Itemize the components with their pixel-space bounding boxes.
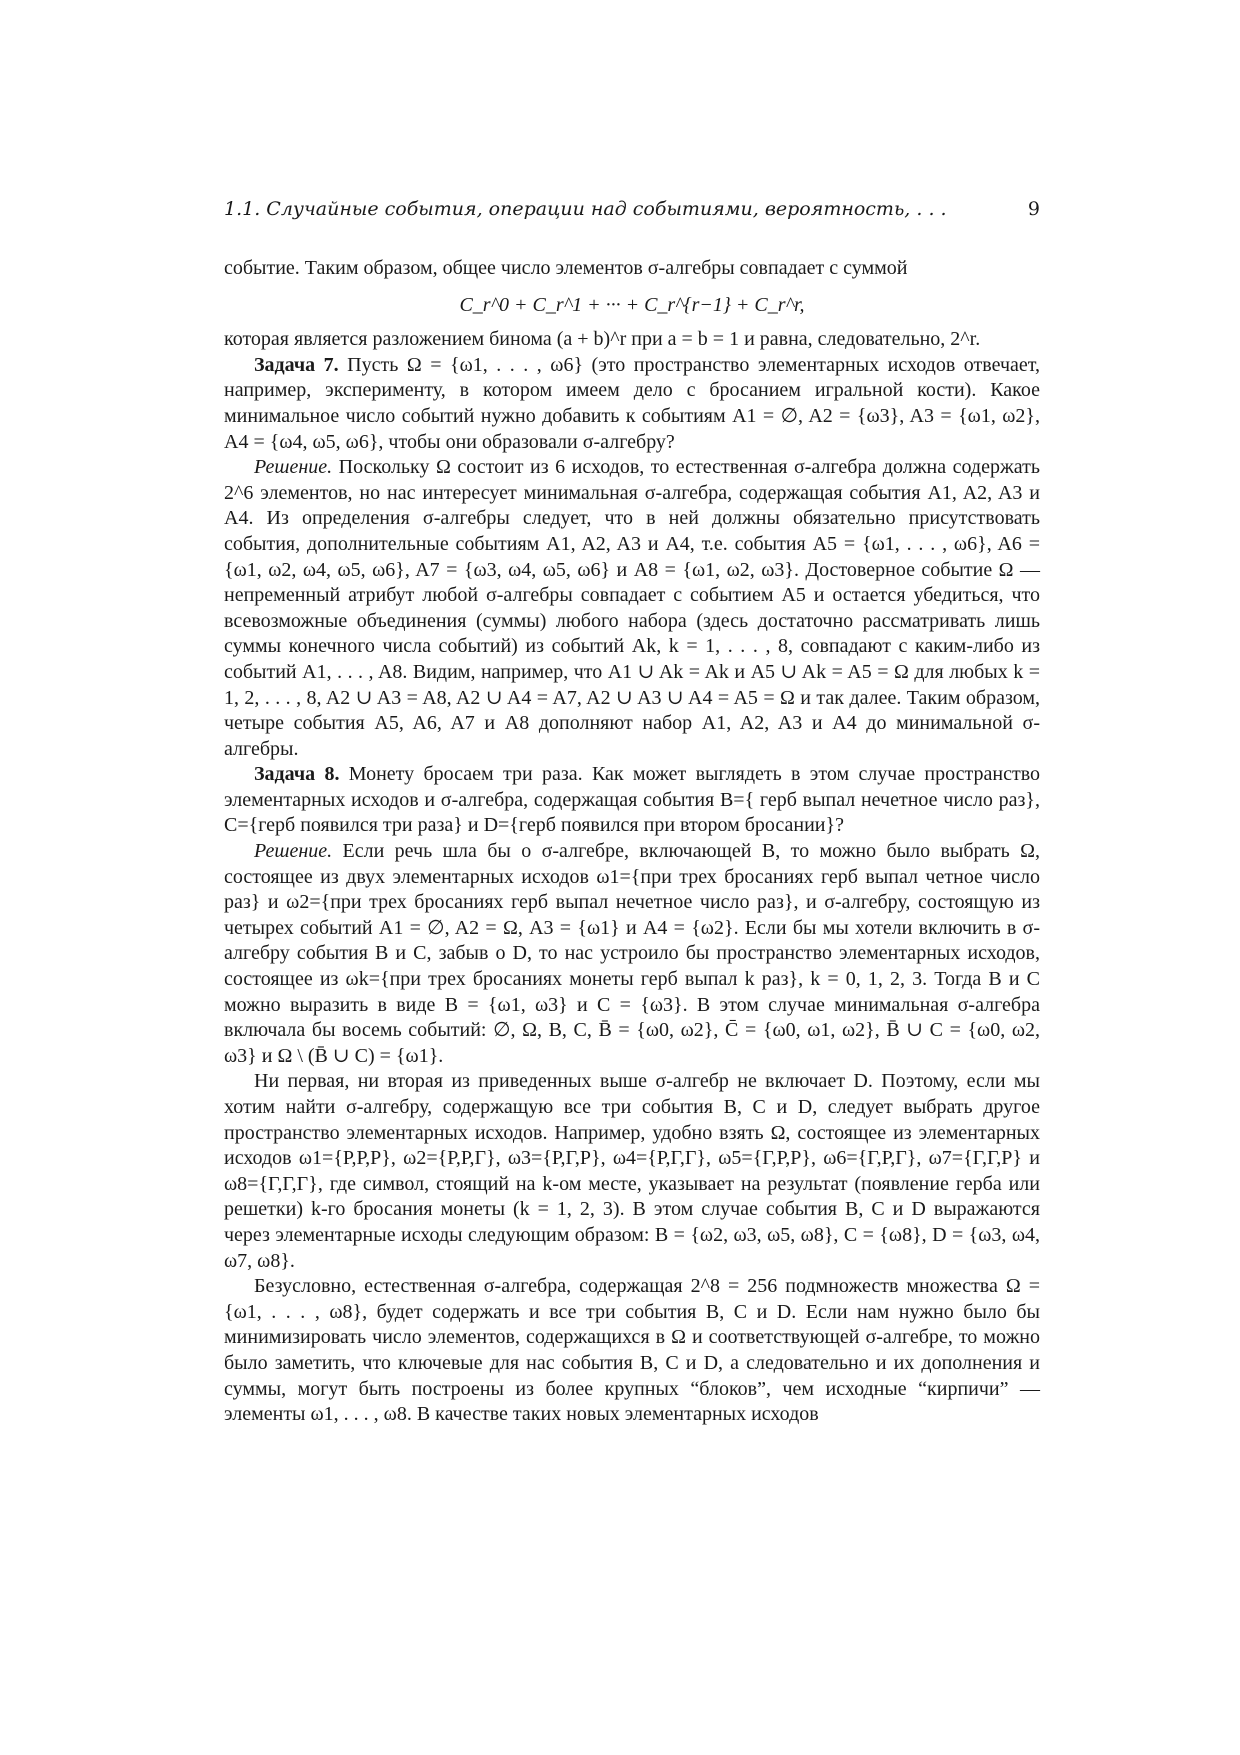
task-8	[224, 762, 1040, 839]
binomial-sum-formula: C_r^0 + C_r^1 + ··· + C_r^{r−1} + C_r^r,	[459, 293, 805, 316]
paragraph-natural-algebra: Безусловно, естественная σ-алгебра, содержащая 2^8 = 256 подмножеств множества Ω = {ω1, . . . , ω8}, будет содержать и все три события B, C и D. Если нам нужно было бы минимизировать число элементов, содержащихся в Ω и соответствующей σ-алгебре, то можно было заметить, что ключевые для нас события B, C и D, а следовательно и их дополнения и суммы, могут быть построены из более крупных “блоков”, чем исходные “кирпичи” — элементы ω1, . . . , ω8. В качестве таких новых элементарных исходов	[224, 1275, 1040, 1426]
task-8-label: Задача 8.	[254, 763, 340, 786]
solution-8-text: Если речь шла бы о σ-алгебре, включающей B, то можно было выбрать Ω, состоящее из двух элементарных исходов ω1={при трех бросаниях герб выпал четное число раз} и ω2={при трех бросаниях герб выпал нечетное число раз}, и σ-алгебру, состоящую из четырех событий A1 = ∅, A2 = Ω, A3 = {ω1} и A4 = {ω2}. Если бы мы хотели включить в σ-алгебру события B и C, забыв о D, то нас устроило бы пространство элементарных исходов, состоящее из ωk={при трех бросаниях монеты герб выпал k раз}, k = 0, 1, 2, 3. Тогда B и C можно выразить в виде B = {ω1, ω3} и C = {ω3}. В этом случае минимальная σ-алгебра включала бы восемь событий: ∅, Ω, B, C, B̄ = {ω0, ω2}, C̄ = {ω0, ω1, ω2}, B̄ ∪ C = {ω0, ω2, ω3} и Ω \ (B̄ ∪ C) = {ω1}.	[224, 840, 1040, 1067]
solution-7	[224, 455, 1040, 762]
running-title: 1.1. Случайные события, операции над событиями, вероятность, . . .	[224, 198, 947, 220]
intro-line: событие. Таким образом, общее число элементов σ-алгебры совпадает с суммой	[224, 257, 908, 279]
task-7-label: Задача 7.	[254, 353, 339, 376]
task-7	[224, 353, 1040, 455]
task-7-text: Пусть Ω = {ω1, . . . , ω6} (это пространство элементарных исходов отвечает, например, эксперименту, в котором имеем дело с бросанием игральной кости). Какое минимальное число событий нужно добавить к событиям A1 = ∅, A2 = {ω3}, A3 = {ω1, ω2}, A4 = {ω4, ω5, ω6}, чтобы они образовали σ-алгебру?	[224, 353, 1040, 453]
solution-8-label: Решение.	[254, 840, 333, 863]
page-body	[224, 256, 1040, 1428]
intro-conclusion: которая является разложением бинома (a + b)^r при a = b = 1 и равна, следовательно, 2^r.	[224, 328, 981, 351]
page-number: 9	[1027, 198, 1040, 220]
paragraph-new-omega: Ни первая, ни вторая из приведенных выше σ-алгебр не включает D. Поэтому, если мы хотим найти σ-алгебру, содержащую все три события B, C и D, следует выбрать другое пространство элементарных исходов. Например, удобно взять Ω, состоящее из элементарных исходов ω1={Р,Р,Р}, ω2={Р,Р,Г}, ω3={Р,Г,Р}, ω4={Р,Г,Г}, ω5={Г,Р,Р}, ω6={Г,Р,Г}, ω7={Г,Г,Р} и ω8={Г,Г,Г}, где символ, стоящий на k-ом месте, указывает на результат (появление герба или решетки) k-го бросания монеты (k = 1, 2, 3). В этом случае события B, C и D выражаются через элементарные исходы следующим образом: B = {ω2, ω3, ω5, ω8}, C = {ω8}, D = {ω3, ω4, ω7, ω8}.	[224, 1070, 1040, 1272]
task-8-text: Монету бросаем три раза. Как может выглядеть в этом случае пространство элементарных исходов и σ-алгебра, содержащая события B={ герб выпал нечетное число раз}, C={герб появился три раза} и D={герб появился при втором бросании}?	[224, 763, 1041, 837]
page	[224, 198, 1040, 1428]
solution-7-label: Решение.	[254, 456, 333, 479]
running-header	[224, 198, 1040, 220]
solution-8	[224, 839, 1040, 1069]
solution-7-text: Поскольку Ω состоит из 6 исходов, то естественная σ-алгебра должна содержать 2^6 элементов, но нас интересует минимальная σ-алгебра, содержащая события A1, A2, A3 и A4. Из определения σ-алгебры следует, что в ней должны обязательно присутствовать события, дополнительные событиям A1, A2, A3 и A4, т.е. события A5 = {ω1, . . . , ω6}, A6 = {ω1, ω2, ω4, ω5, ω6}, A7 = {ω3, ω4, ω5, ω6} и A8 = {ω1, ω2, ω3}. Достоверное событие Ω — непременный атрибут любой σ-алгебры совпадает с событием A5 и остается убедиться, что всевозможные объединения (суммы) любого набора (здесь достаточно рассматривать лишь суммы конечного числа событий) из событий Ak, k = 1, . . . , 8, совпадают с каким-либо из событий A1, . . . , A8. Видим, например, что A1 ∪ Ak = Ak и A5 ∪ Ak = A5 = Ω для любых k = 1, 2, . . . , 8, A2 ∪ A3 = A8, A2 ∪ A4 = A7, A2 ∪ A3 ∪ A4 = A5 = Ω и так далее. Таким образом, четыре события A5, A6, A7 и A8 дополняют набор A1, A2, A3 и A4 до минимальной σ-алгебры.	[224, 456, 1041, 760]
